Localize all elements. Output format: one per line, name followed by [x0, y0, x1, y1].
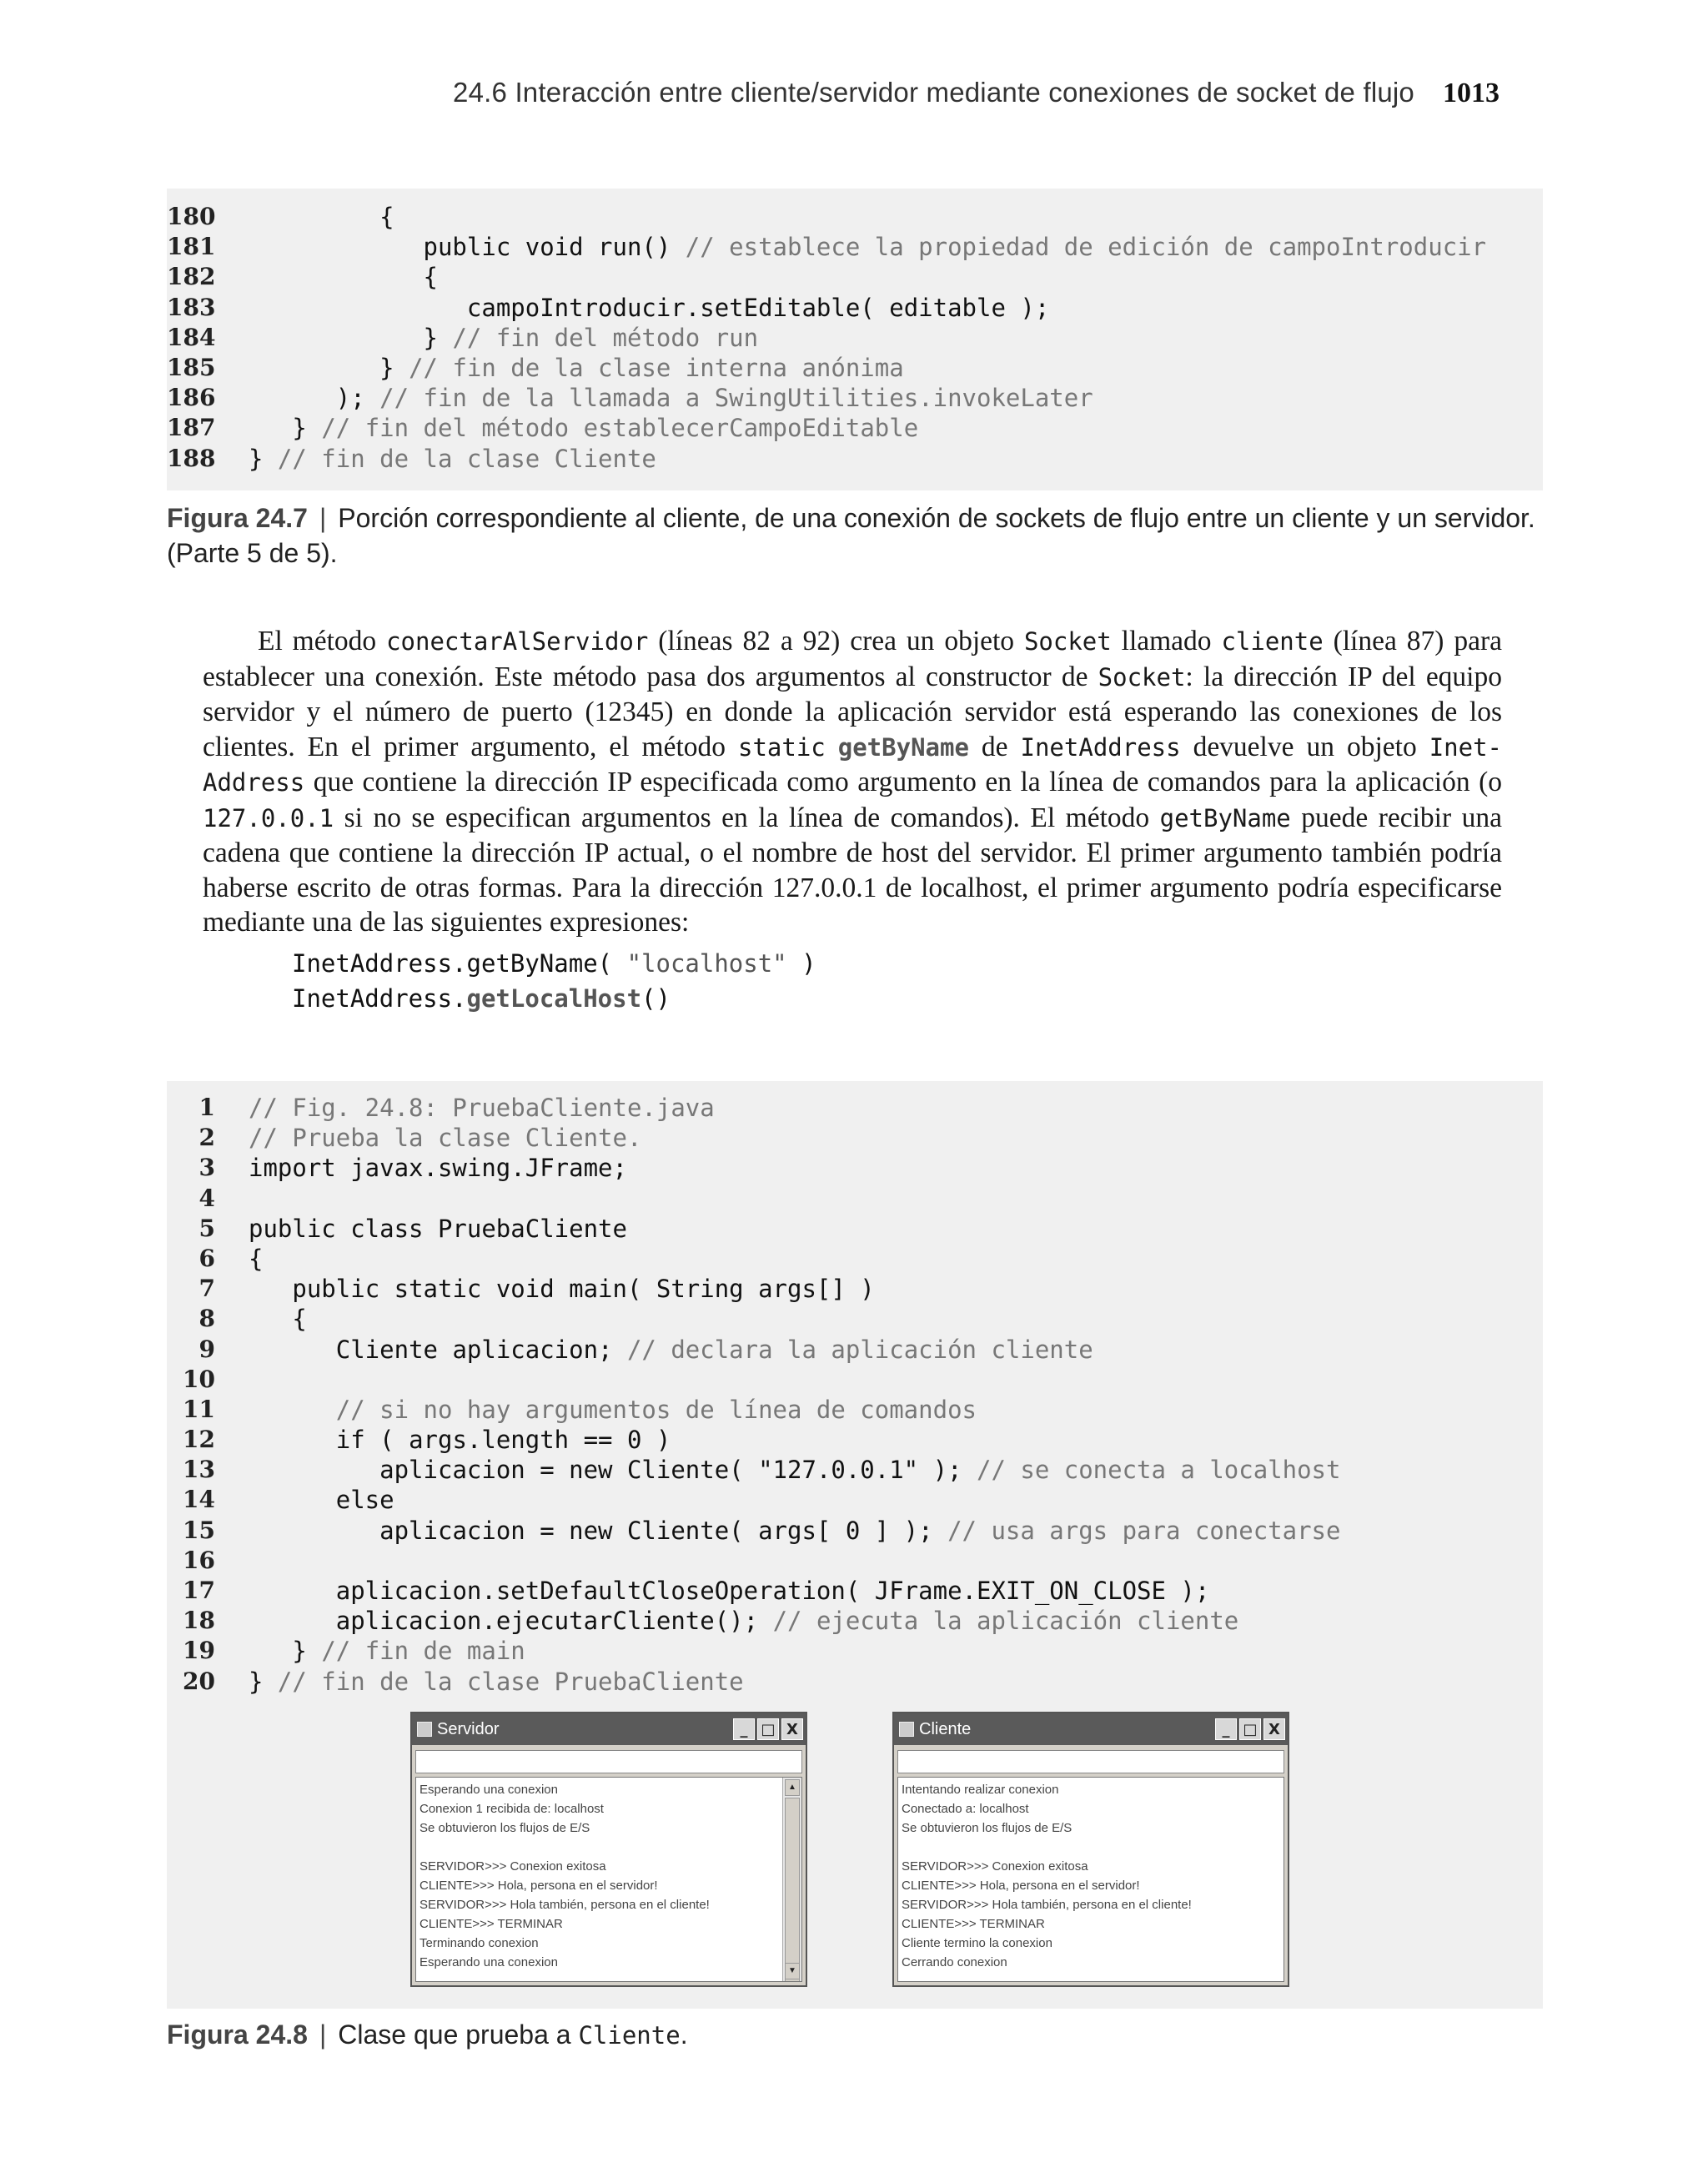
- text-run: si no se especifican argumentos en la línea de comandos). El método: [334, 802, 1160, 833]
- line-number: 12: [183, 1426, 215, 1454]
- output-line: Conexion 1 recibida de: localhost: [419, 1802, 604, 1816]
- output-line: SERVIDOR>>> Hola también, persona en el cliente!: [902, 1898, 1192, 1912]
- servidor-window: [410, 1712, 807, 1987]
- line-number: 183: [167, 293, 216, 321]
- code-text: {: [379, 203, 394, 231]
- code-line: [167, 1485, 1543, 1515]
- code-text: else: [335, 1486, 394, 1515]
- line-number: 3: [198, 1154, 215, 1182]
- code-line: [167, 1184, 1543, 1214]
- text-run: llamado: [1111, 626, 1222, 656]
- code-inline: Socket: [1023, 627, 1112, 656]
- output-line: Cerrando conexion: [902, 1955, 1007, 1969]
- figure-caption-24-8: [167, 2017, 1551, 2053]
- code-line: [167, 1214, 1543, 1244]
- message-input[interactable]: [415, 1750, 802, 1773]
- code-text: [249, 1123, 641, 1153]
- code-line: [167, 1304, 1543, 1334]
- java-app-icon: [417, 1722, 432, 1737]
- code-line: [167, 232, 1543, 262]
- example-line-1: [292, 946, 816, 981]
- output-line: Terminando conexion: [419, 1936, 539, 1950]
- code-text: public void run() // establece la propiedad de edición de campoIntroducir: [423, 233, 1487, 262]
- code-text: } // fin de la clase interna anónima: [379, 353, 904, 382]
- window-title: Cliente: [919, 1719, 972, 1738]
- code-listing-prueba-cliente: [167, 1081, 1543, 2009]
- code-line: [167, 1335, 1543, 1365]
- cliente-lines: [902, 1780, 1280, 1972]
- output-line: CLIENTE>>> TERMINAR: [902, 1917, 1045, 1931]
- method-name: getLocalHost: [466, 984, 642, 1013]
- code-text: } // fin de la clase Cliente: [249, 444, 656, 473]
- code-line: [167, 383, 1543, 413]
- output-line: Se obtuvieron los flujos de E/S: [419, 1821, 590, 1835]
- running-head: [453, 77, 1500, 118]
- text-run: devuelve un objeto: [1180, 731, 1429, 762]
- code-line: [167, 1093, 1543, 1123]
- code-line: [167, 262, 1543, 292]
- title-bar: [894, 1713, 1288, 1745]
- code-text: aplicacion = new Cliente( "127.0.0.1" ); // se conecta a localhost: [379, 1456, 1341, 1485]
- figure-caption-24-7: [167, 500, 1551, 571]
- code-text: if ( args.length == 0 ): [335, 1426, 671, 1455]
- scroll-thumb[interactable]: [785, 1798, 800, 1982]
- code-text: {: [249, 1244, 264, 1273]
- line-number: 14: [183, 1486, 215, 1514]
- code-text: } // fin del método run: [423, 323, 759, 352]
- message-input[interactable]: [897, 1750, 1284, 1773]
- code-line: [167, 1425, 1543, 1455]
- code-line: [167, 1365, 1543, 1395]
- line-number: 4: [198, 1184, 215, 1212]
- caption-separator: |: [319, 503, 327, 533]
- code-comment: // ejecuta la aplicación cliente: [772, 1607, 1239, 1636]
- code-inline: conectarAlServidor: [386, 627, 649, 656]
- text-run: (línea 87) para establecer una conexión. Este método pasa dos argumentos al constructor de: [203, 626, 1502, 692]
- scrollbar[interactable]: [782, 1778, 801, 1981]
- java-app-icon: [899, 1722, 914, 1737]
- text-run: (líneas 82 a 92) crea un objeto: [648, 626, 1024, 656]
- code-line: [167, 1123, 1543, 1153]
- line-number: 17: [183, 1577, 215, 1604]
- code-line: [167, 1274, 1543, 1304]
- output-line: Esperando una conexion: [419, 1955, 558, 1969]
- title-bar: [412, 1713, 806, 1745]
- code-line: [167, 202, 1543, 232]
- code-inline: Inet-Address: [203, 732, 1502, 797]
- line-number: 11: [183, 1395, 215, 1423]
- code-line: [167, 1636, 1543, 1666]
- close-button[interactable]: X: [1263, 1718, 1285, 1740]
- code-run: (): [641, 984, 671, 1013]
- line-number: 18: [183, 1607, 215, 1635]
- code-text: campoIntroducir.setEditable( editable );: [466, 293, 1050, 322]
- window-title: Servidor: [437, 1719, 500, 1738]
- code-run: InetAddress.getByName(: [292, 949, 627, 978]
- example-line-2: [292, 981, 816, 1016]
- code-comment: // fin de la clase Cliente: [277, 444, 656, 473]
- code-run: ): [786, 949, 816, 978]
- figure-label: Figura 24.8: [167, 2020, 308, 2050]
- code-text: [249, 1395, 977, 1425]
- line-number: 2: [198, 1124, 215, 1152]
- output-line: Se obtuvieron los flujos de E/S: [902, 1821, 1073, 1835]
- code-comment: // si no hay argumentos de línea de comandos: [335, 1395, 977, 1424]
- line-number: 7: [198, 1275, 215, 1303]
- code-line: [167, 323, 1543, 353]
- cliente-window: [892, 1712, 1289, 1987]
- code-text: import javax.swing.JFrame;: [249, 1154, 627, 1183]
- output-line: SERVIDOR>>> Hola también, persona en el cliente!: [419, 1898, 710, 1912]
- line-number: 184: [167, 323, 216, 351]
- line-number: 15: [183, 1516, 215, 1544]
- code-text: [249, 1093, 715, 1123]
- line-number: 188: [167, 444, 216, 472]
- minimize-button[interactable]: _: [733, 1718, 755, 1740]
- code-inline: 127.0.0.1: [203, 803, 334, 832]
- code-inline: InetAddress: [1020, 732, 1181, 762]
- line-number: 16: [183, 1546, 215, 1574]
- text-run: : la dirección IP del equipo servidor y el número de puerto (12345) en donde la aplicación servidor está esperando las conexiones de los clientes. En el primer argumento, el método: [203, 661, 1502, 762]
- caption-text: .: [680, 2020, 688, 2050]
- code-examples: [292, 946, 816, 1016]
- code-line: [167, 1244, 1543, 1274]
- code-text: {: [423, 263, 438, 292]
- caption-separator: |: [319, 2020, 327, 2050]
- output-line: [902, 1838, 1280, 1857]
- code-comment: // Fig. 24.8: PruebaCliente.java: [249, 1094, 715, 1122]
- code-line: [167, 1606, 1543, 1636]
- code-comment: // fin de la llamada a SwingUtilities.invokeLater: [379, 384, 1093, 413]
- code-text: aplicacion.setDefaultCloseOperation( JFrame.EXIT_ON_CLOSE );: [335, 1577, 1210, 1605]
- code-comment: // fin del método establecerCampoEditable: [321, 414, 919, 443]
- line-number: 8: [198, 1305, 215, 1333]
- code-inline-bold: getByName: [837, 732, 969, 762]
- caption-text: Clase que prueba a: [338, 2020, 579, 2050]
- code-listing-cliente: [167, 189, 1543, 490]
- output-line: Esperando una conexion: [419, 1783, 558, 1797]
- line-number: 10: [183, 1365, 215, 1393]
- line-number: 182: [167, 263, 216, 291]
- code-text: public static void main( String args[] ): [292, 1275, 875, 1304]
- code-line: [167, 1546, 1543, 1576]
- code-inline: getByName: [1159, 803, 1291, 832]
- code-line: [167, 1153, 1543, 1183]
- output-line: CLIENTE>>> Hola, persona en el servidor!: [419, 1879, 658, 1893]
- line-number: 180: [167, 203, 216, 230]
- code-inline: Socket: [1098, 662, 1186, 692]
- code-text: aplicacion = new Cliente( args[ 0 ] ); // usa args para conectarse: [379, 1516, 1341, 1545]
- code-text: } // fin de la clase PruebaCliente: [249, 1667, 744, 1696]
- line-number: 19: [183, 1637, 215, 1665]
- code-line: [167, 353, 1543, 383]
- code-comment: // declara la aplicación cliente: [626, 1335, 1093, 1364]
- line-number: 181: [167, 233, 216, 261]
- page-number: 1013: [1443, 78, 1500, 108]
- code-text: public class PruebaCliente: [249, 1214, 627, 1243]
- code-line: [167, 444, 1543, 474]
- code-comment: // Prueba la clase Cliente.: [249, 1124, 642, 1153]
- code-comment: // fin de la clase interna anónima: [409, 353, 904, 382]
- output-line: Intentando realizar conexion: [902, 1783, 1059, 1797]
- close-button[interactable]: X: [781, 1718, 803, 1740]
- code-line: [167, 413, 1543, 443]
- scroll-up-icon[interactable]: ▲: [785, 1779, 800, 1796]
- body-paragraph: [203, 624, 1502, 940]
- section-title: 24.6 Interacción entre cliente/servidor mediante conexiones de socket de flujo: [453, 77, 1414, 108]
- line-number: 20: [183, 1667, 215, 1695]
- text-run: puede recibir una cadena que contiene la dirección IP actual, o el nombre de host del servidor. El primer argumento también podría haberse escrito de otras formas. Para la dirección 127.0.0.1 de localhost, el primer argumento podría especificarse mediante una de las siguientes expresiones:: [203, 802, 1502, 938]
- code-comment: // se conecta a localhost: [976, 1456, 1341, 1485]
- code-comment: // fin de main: [321, 1637, 525, 1666]
- code-line: [167, 1395, 1543, 1425]
- code-comment: // usa args para conectarse: [947, 1516, 1341, 1545]
- output-line: Conectado a: localhost: [902, 1802, 1029, 1816]
- line-number: 9: [198, 1335, 215, 1363]
- line-number: 13: [183, 1456, 215, 1484]
- servidor-lines: [419, 1780, 780, 1972]
- code-text: ); // fin de la llamada a SwingUtilities.invokeLater: [335, 384, 1093, 413]
- text-run: que contiene la dirección IP especificada como argumento en la línea de comandos para la aplicación (o: [304, 767, 1502, 797]
- code-text: aplicacion.ejecutarCliente(); // ejecuta la aplicación cliente: [335, 1607, 1239, 1636]
- code-line: [167, 1455, 1543, 1485]
- text-run: El método: [258, 626, 387, 656]
- line-number: 186: [167, 384, 216, 412]
- code-line: [167, 293, 1543, 323]
- code-line: [167, 1667, 1543, 1697]
- output-line: [419, 1838, 780, 1857]
- caption-text: Porción correspondiente al cliente, de una conexión de sockets de flujo entre un cliente y un servidor. (Parte 5 de 5).: [167, 503, 1535, 568]
- code-comment: // fin del método run: [452, 323, 759, 352]
- message-area: [897, 1777, 1284, 1982]
- output-line: SERVIDOR>>> Conexion exitosa: [902, 1859, 1088, 1874]
- code-text: {: [292, 1305, 307, 1334]
- code-comment: // establece la propiedad de edición de campoIntroducir: [685, 233, 1487, 262]
- minimize-button[interactable]: _: [1215, 1718, 1237, 1740]
- code-text: } // fin del método establecerCampoEditable: [292, 414, 919, 443]
- figure-label: Figura 24.7: [167, 503, 308, 533]
- maximize-button[interactable]: □: [757, 1718, 779, 1740]
- output-line: CLIENTE>>> TERMINAR: [419, 1917, 563, 1931]
- code-inline: static: [738, 732, 826, 762]
- text-run: de: [968, 731, 1021, 762]
- code-text: } // fin de main: [292, 1637, 525, 1666]
- output-line: SERVIDOR>>> Conexion exitosa: [419, 1859, 606, 1874]
- line-number: 185: [167, 353, 216, 381]
- message-area: [415, 1777, 802, 1982]
- line-number: 1: [198, 1094, 215, 1121]
- output-line: CLIENTE>>> Hola, persona en el servidor!: [902, 1879, 1140, 1893]
- code-run: InetAddress.: [292, 984, 467, 1013]
- line-number: 5: [198, 1214, 215, 1242]
- code-text: Cliente aplicacion; // declara la aplicación cliente: [335, 1335, 1093, 1364]
- code-inline: cliente: [1221, 627, 1324, 656]
- string-literal: "localhost": [626, 949, 787, 978]
- code-comment: // fin de la clase PruebaCliente: [277, 1667, 744, 1696]
- code-line: [167, 1576, 1543, 1606]
- output-line: Cliente termino la conexion: [902, 1936, 1052, 1950]
- code-inline: Cliente: [578, 2021, 681, 2050]
- code-line: [167, 1516, 1543, 1546]
- maximize-button[interactable]: □: [1239, 1718, 1261, 1740]
- line-number: 187: [167, 414, 216, 442]
- scroll-down-icon[interactable]: ▼: [785, 1963, 800, 1979]
- line-number: 6: [198, 1244, 215, 1272]
